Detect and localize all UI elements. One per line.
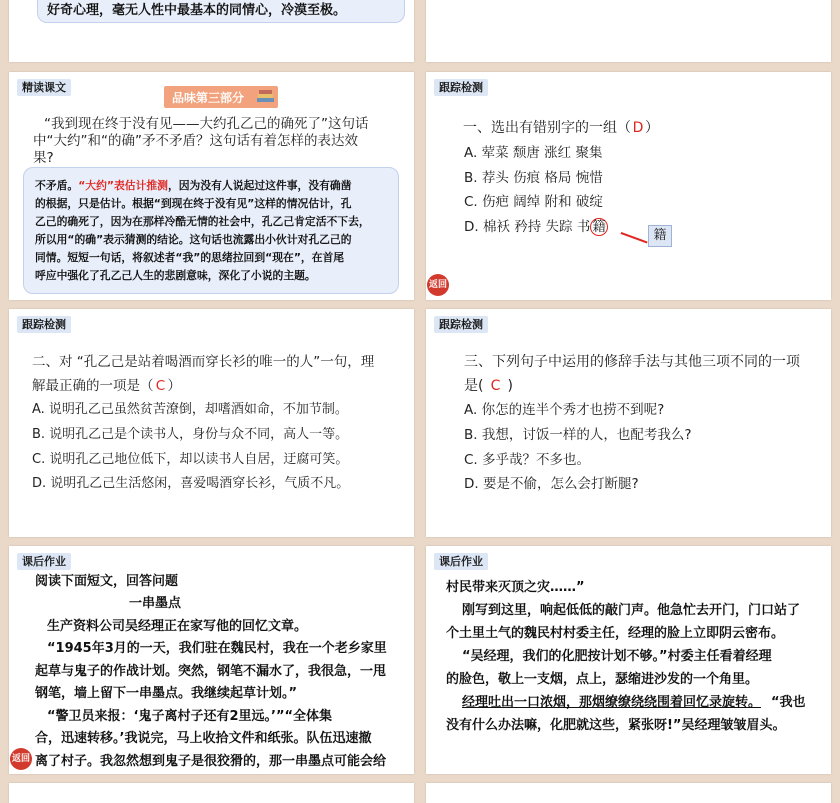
passage-line-4: “吴经理，我们的化肥按计划不够。”村委主任看着经理	[462, 649, 772, 664]
passage-line-5: “警卫员来报：‘鬼子离村子还有2里远。’”“全体集	[47, 709, 333, 724]
question-line-1: “我到现在终于没有见——大约孔乙己的确死了”这句话	[44, 116, 369, 132]
answer-line-6: 呼应中强化了孔乙己人生的悲剧意味，深化了小说的主题。	[35, 269, 316, 282]
option-a: A. 你怎的连半个秀才也捞不到呢?	[464, 402, 665, 418]
wrong-char: 籍	[592, 219, 606, 235]
back-button[interactable]: 返回	[10, 748, 32, 770]
section-tag: 跟踪检测	[434, 79, 488, 96]
option-b: B. 说明孔乙己是个读书人，身份与众不同，高人一等。	[32, 427, 349, 442]
slide-bottom-left	[9, 783, 414, 803]
section-tag: 课后作业	[17, 553, 71, 570]
option-d: D. 要是不偷，怎么会打断腿?	[464, 476, 639, 492]
passage-line-3: 个土里土气的魏民村村委主任，经理的脸上立即阴云密布。	[446, 626, 785, 641]
option-b: B. 荐头 伤痕 格局 惋惜	[464, 170, 603, 186]
correction-pointer	[621, 232, 648, 243]
passage-line-6: 合，迅速转移。’我说完，马上收拾文件和纸张。队伍迅速撤	[35, 731, 372, 746]
answer-letter: C	[490, 378, 501, 394]
slide-homework-1	[9, 546, 414, 774]
top-answer-text: 好奇心理，毫无人性中最基本的同情心，冷漠至极。	[47, 3, 347, 18]
option-c: C. 多乎哉？不多也。	[464, 452, 591, 468]
section-tag: 跟踪检测	[434, 316, 488, 333]
question-title-line-1: 二、对 “孔乙己是站着喝酒而穿长衫的唯一的人”一句，理	[32, 354, 375, 370]
passage-line-6-underlined: 经理吐出一口浓烟，那烟缭缭绕绕围着回忆录旋转。	[462, 695, 762, 710]
books-icon	[256, 89, 274, 103]
section-banner	[164, 86, 278, 108]
option-d: D. 棉袄 矜持 失踪 书 籍	[464, 219, 606, 235]
option-c: C. 伤疤 阔绰 附和 破绽	[464, 194, 603, 210]
slide-top-right	[426, 0, 831, 62]
answer-highlight: “大约”表估计推测	[78, 179, 168, 192]
slide-track-check-1	[426, 72, 831, 300]
slide-bottom-right	[426, 783, 831, 803]
passage-line-3: 起草与鬼子的作战计划。突然，钢笔不漏水了，我很急，一甩	[35, 664, 387, 679]
passage-line-7: 离了村子。我忽然想到鬼子是很狡猾的，那一串墨点可能会给	[35, 754, 387, 769]
section-tag: 课后作业	[434, 553, 488, 570]
answer-line-4: 所以用“的确”表示猜测的结论。这句话也流露出小伙计对孔乙己的	[35, 233, 352, 246]
question-title: 一、选出有错别字的一组（ D ）	[463, 117, 659, 139]
banner-label: 品味第三部分	[172, 91, 245, 105]
answer-line-3: 乙己的确死了，因为在那样冷酷无情的社会中，孔乙己肯定活不下去，	[35, 215, 370, 228]
passage-line-2: “1945年3月的一天，我们驻在魏民村，我在一个老乡家里	[47, 641, 387, 656]
slide-track-check-3	[426, 309, 831, 537]
correction-box: 籍	[648, 225, 672, 247]
answer-line-2: 的根据，只是估计。根据“到现在终于没有见”这样的情况估计，孔	[35, 197, 352, 210]
back-button[interactable]: 返回	[427, 274, 449, 296]
option-d: D. 说明孔乙己生活悠闲，喜爱喝酒穿长衫，气质不凡。	[32, 476, 350, 491]
option-b: B. 我想，讨饭一样的人，也配考我么?	[464, 427, 692, 443]
passage-line-4: 钢笔，墙上留下一串墨点。我继续起草计划。”	[35, 686, 298, 701]
passage-title: 一串墨点	[129, 596, 182, 611]
section-tag: 跟踪检测	[17, 316, 71, 333]
answer-letter: D	[632, 120, 644, 136]
question-title-line-2: 是( C )	[464, 375, 513, 397]
passage-line-2: 刚写到这里，响起低低的敲门声。他急忙去开门，门口站了	[462, 603, 801, 618]
answer-line-5: 同情。短短一句话，将叙述者“我”的思绪拉回到“现在”，在首尾	[35, 251, 345, 264]
passage-line-5: 的脸色，敬上一支烟，点上，瑟缩进沙发的一个角里。	[446, 672, 759, 687]
option-a: A. 说明孔乙己虽然贫苦潦倒，却嗜酒如命，不加节制。	[32, 402, 348, 417]
question-title-line-2: 解最正确的一项是（ C ）	[32, 375, 181, 397]
question-line-3: 果?	[33, 150, 54, 166]
slide-close-reading	[9, 72, 414, 300]
answer-line-1: 不矛盾。“大约”表估计推测，因为没有人说起过这件事，没有确凿	[35, 179, 352, 192]
passage-line-6-rest: “我也	[771, 695, 806, 710]
slide-track-check-2	[9, 309, 414, 537]
question-title-line-1: 三、下列句子中运用的修辞手法与其他三项不同的一项	[464, 354, 800, 370]
section-tag: 精读课文	[17, 79, 71, 96]
passage-line-7: 没有什么办法嘛，化肥就这些，紧张呀!”吴经理皱皱眉头。	[446, 718, 786, 733]
question-line-2: 中“大约”和“的确”矛不矛盾？这句话有着怎样的表达效	[33, 133, 358, 149]
option-a: A. 荤菜 颓唐 涨红 聚集	[464, 145, 603, 161]
option-c: C. 说明孔乙己地位低下，却以读书人自居，迂腐可笑。	[32, 452, 349, 467]
homework-instruction: 阅读下面短文，回答问题	[35, 574, 179, 589]
passage-line-1: 生产资料公司吴经理正在家写他的回忆文章。	[47, 619, 308, 634]
passage-line-1: 村民带来灭顶之灾……”	[446, 580, 585, 595]
answer-letter: C	[155, 378, 166, 394]
slide-top-left	[9, 0, 414, 62]
slide-homework-2	[426, 546, 831, 774]
